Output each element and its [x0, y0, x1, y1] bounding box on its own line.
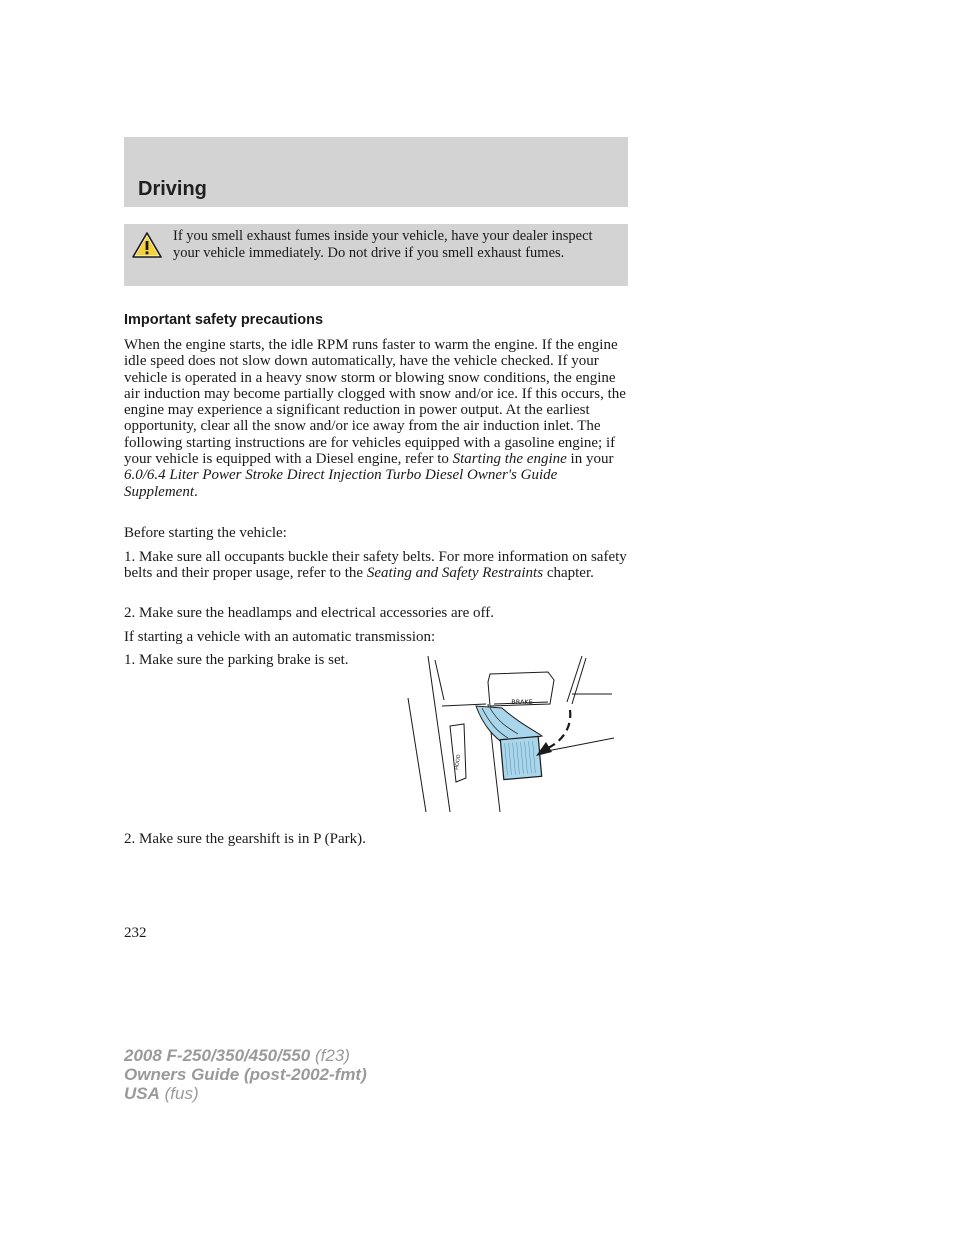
automatic-intro-text: If starting a vehicle with an automatic transmission:	[124, 629, 436, 645]
step-1-text: 1. Make sure all occupants buckle their safety belts. For more information on safety belts and their proper usage, refer to the Seating and Safety Restraints chapter.	[124, 549, 627, 582]
auto-step-1-text: 1. Make sure the parking brake is set.	[124, 652, 349, 668]
warning-box	[124, 224, 628, 286]
intro-paragraph: When the engine starts, the idle RPM runs faster to warm the engine. If the engine idle speed does not slow down automatically, have the vehicle checked. If your vehicle is operated in a heavy snow storm or blowing snow conditions, the engine air induction may become partially clogged with snow and/or ice. If this occurs, the engine may experience a significant reduction in power output. At the earliest opportunity, clear all the snow and/or ice away from the air induction inlet. The following starting instructions are for vehicles equipped with a gasoline engine; if your vehicle is equipped with a Diesel engine, refer to Starting the engine in your 6.0/6.4 Liter Power Stroke Direct Injection Turbo Diesel Owner's Guide Supplement.	[124, 337, 626, 500]
parking-brake-illustration	[404, 652, 618, 816]
brake-pedal-pad	[500, 736, 541, 779]
reference-starting-engine: Starting the engine	[452, 451, 567, 468]
warning-text: If you smell exhaust fumes inside your vehicle, have your dealer inspect your vehicle immediately. Do not drive if you smell exhaust fumes.	[173, 228, 593, 261]
footer-line-2: Owners Guide (post-2002-fmt)	[124, 1065, 367, 1084]
hood-label: HOOD	[454, 754, 463, 771]
footer-line-1: 2008 F-250/350/450/550 (f23)	[124, 1046, 350, 1065]
before-starting-text: Before starting the vehicle:	[124, 525, 287, 541]
section-title: Driving	[138, 178, 207, 200]
footer-line-3: USA (fus)	[124, 1084, 199, 1103]
press-direction-arrow	[548, 710, 570, 748]
warning-triangle-icon	[131, 231, 163, 259]
page-number: 232	[124, 925, 147, 941]
auto-step-2-text: 2. Make sure the gearshift is in P (Park).	[124, 831, 366, 847]
brake-label: BRAKE	[511, 698, 533, 706]
subheading: Important safety precautions	[124, 312, 324, 328]
footer	[124, 1046, 367, 1103]
reference-seating-restraints: Seating and Safety Restraints	[366, 565, 544, 582]
step-2-text: 2. Make sure the headlamps and electrical accessories are off.	[124, 605, 494, 621]
reference-diesel-supplement: 6.0/6.4 Liter Power Stroke Direct Injection Turbo Diesel Owner's Guide Supplement	[124, 467, 558, 500]
